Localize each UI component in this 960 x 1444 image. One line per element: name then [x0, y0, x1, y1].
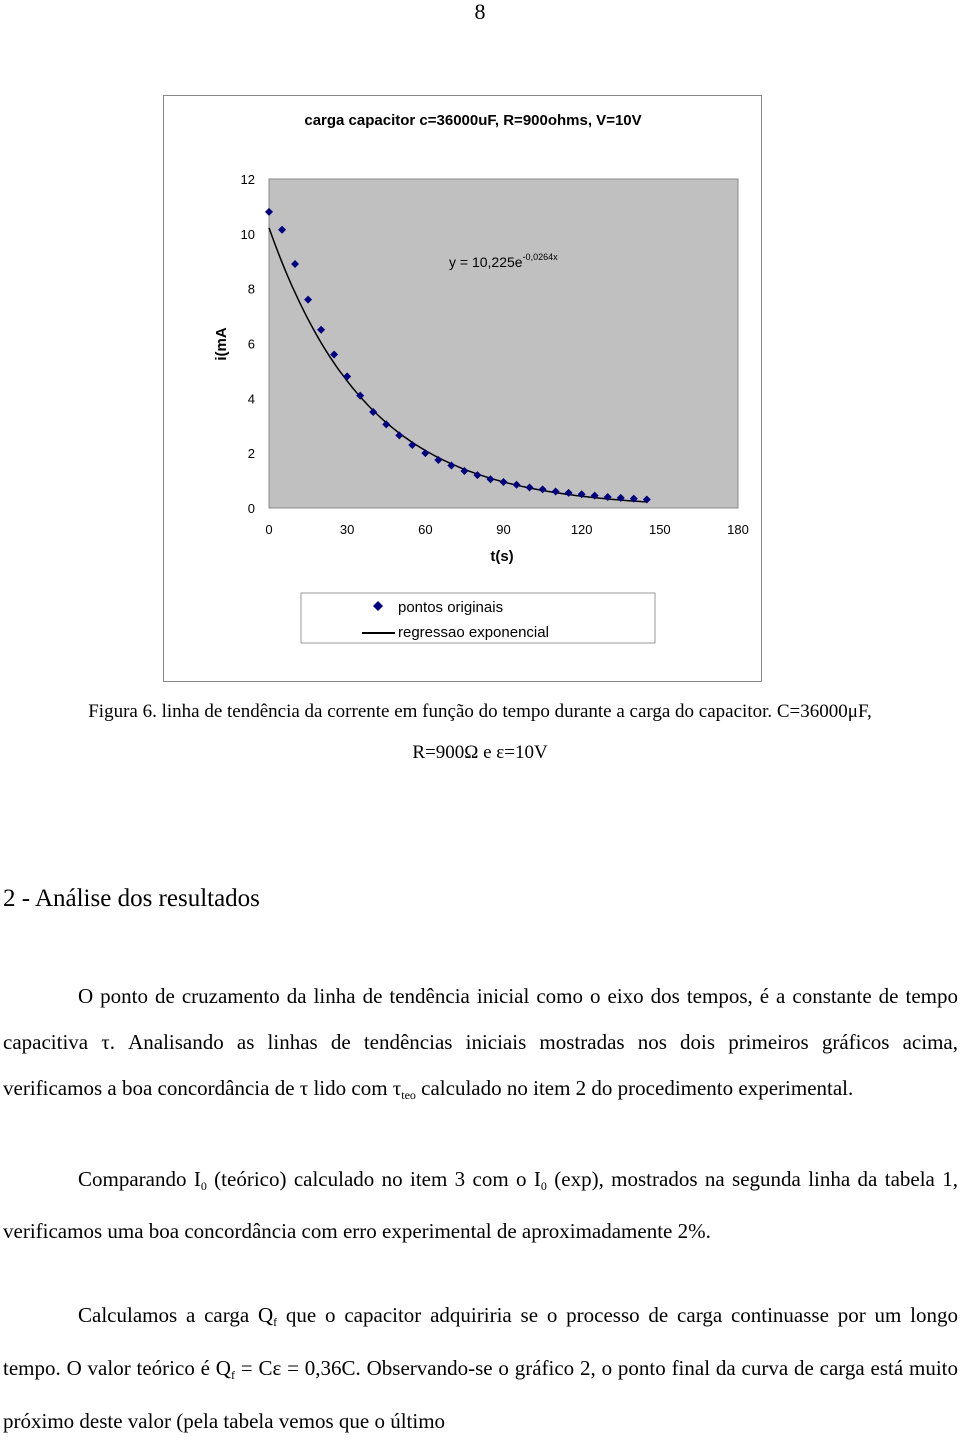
chart-frame: [163, 95, 762, 682]
paragraph-1: [3, 973, 958, 1118]
legend-label-regression: regressao exponencial: [398, 624, 549, 641]
x-tick-label: 90: [496, 522, 511, 537]
section-heading: 2 - Análise dos resultados: [3, 885, 260, 912]
y-tick-label: 4: [247, 391, 255, 407]
x-tick-label: 60: [418, 522, 433, 537]
p2-text-3: (exp), mostrados na segunda linha da tabela 1, verificamos uma boa concordância com erro experimental de aproximadamente 2%.: [3, 1167, 958, 1243]
p2-sub-2: 0: [540, 1179, 547, 1193]
paragraph-2: [3, 1157, 958, 1254]
p3-text-3: = Cε = 0,36C. Observando-se o gráfico 2, o ponto final da curva de carga está muito próximo deste valor (pela tabela vemos que o último: [3, 1356, 958, 1433]
equation-exponent: -0,0264x: [522, 252, 558, 262]
y-tick-label: 8: [247, 281, 255, 297]
page-number: 8: [474, 0, 486, 24]
y-tick-label: 0: [247, 501, 255, 516]
p2-text-2: (teórico) calculado no item 3 com o I: [206, 1167, 541, 1191]
x-axis-label: t(s): [490, 548, 514, 565]
p2-sub-1: 0: [200, 1179, 207, 1193]
p1-sub-teo: teo: [401, 1088, 416, 1102]
y-tick-label: 10: [240, 226, 255, 242]
x-tick-label: 0: [265, 522, 273, 537]
p2-text-1: Comparando I: [78, 1167, 201, 1191]
paragraph-3: [3, 1292, 958, 1444]
x-tick-label: 150: [648, 522, 671, 537]
x-tick-label: 120: [570, 522, 593, 537]
p1-text-a: O ponto de cruzamento da linha de tendência inicial como o eixo dos tempos, é a constante de tempo capacitiva τ. Analisando as linhas de tendências iniciais mostradas nos dois primeiros gráficos acima, verificamos a boa concordância de τ lido com τ: [3, 984, 958, 1100]
legend: [301, 593, 655, 643]
y-axis-label: i(mA: [213, 327, 230, 361]
y-tick-label: 12: [240, 172, 255, 187]
chart-title: carga capacitor c=36000uF, R=900ohms, V=10V: [304, 112, 642, 129]
chart: [164, 96, 761, 681]
x-axis-ticks: [265, 522, 748, 537]
p3-text-2: que o capacitor adquiriria se o processo de carga continuasse por um longo tempo. O valor teórico é Q: [3, 1303, 958, 1380]
y-tick-label: 6: [247, 336, 255, 352]
p3-sub-2: f: [230, 1368, 235, 1382]
figure-caption-line2: R=900Ω e ε=10V: [412, 742, 548, 763]
equation-base: y = 10,225e: [449, 254, 523, 270]
y-axis-ticks: [241, 172, 255, 516]
plot-area: [269, 179, 738, 508]
y-tick-label: 2: [247, 446, 255, 462]
x-tick-label: 30: [339, 522, 355, 537]
legend-label-points: pontos originais: [398, 599, 504, 616]
figure-caption-line1: Figura 6. linha de tendência da corrente em função do tempo durante a carga do capacitor. C=36000μF,: [88, 701, 872, 722]
p3-text-1: Calculamos a carga Q: [78, 1303, 274, 1327]
p3-sub-1: f: [273, 1315, 278, 1329]
x-tick-label: 180: [727, 522, 749, 537]
p1-text-b: calculado no item 2 do procedimento experimental.: [415, 1076, 854, 1100]
